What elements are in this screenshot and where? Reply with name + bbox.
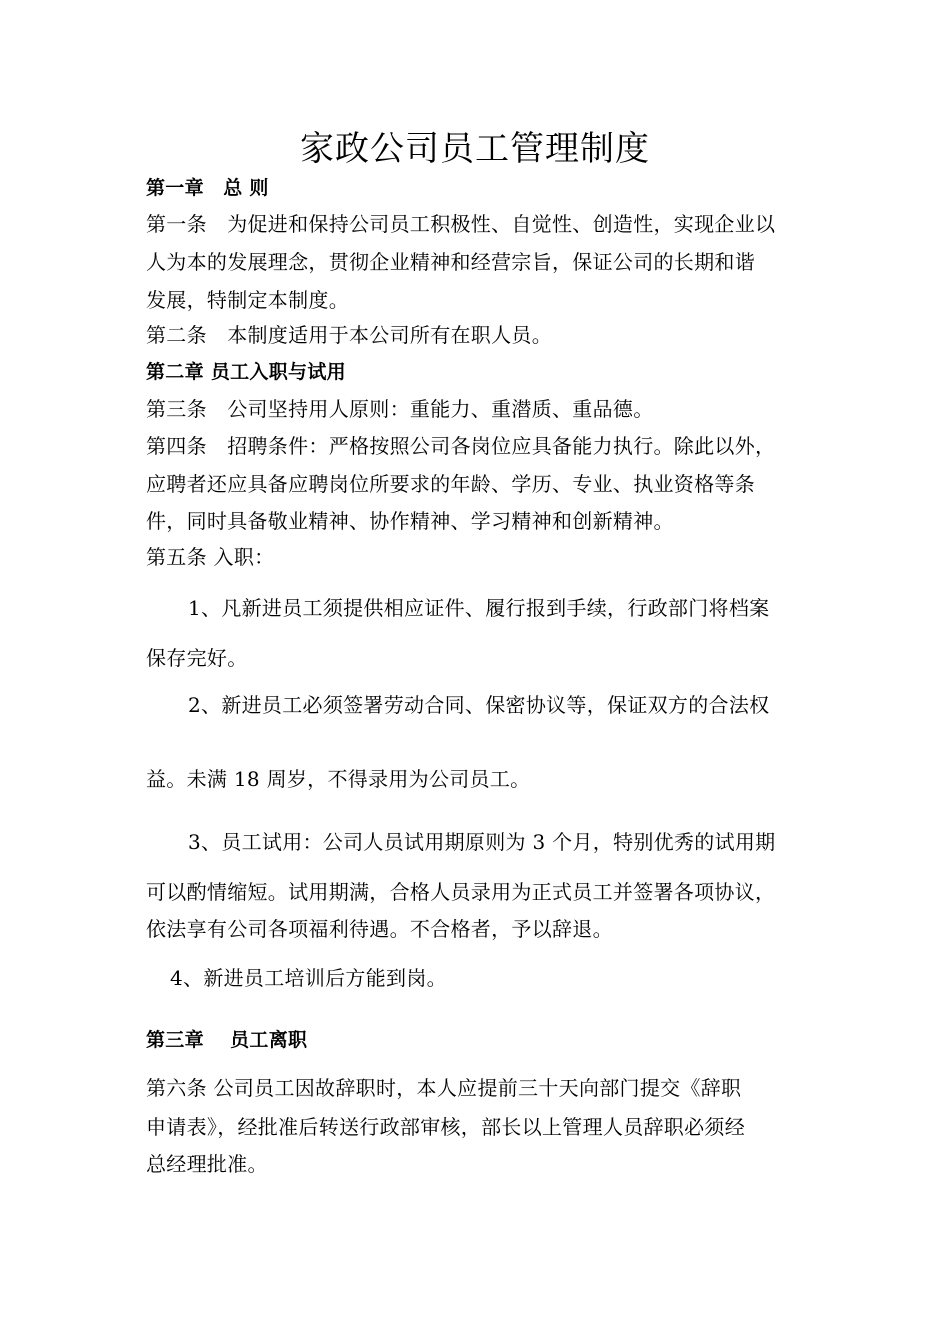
article-4-line-1: 第四条 招聘条件：严格按照公司各岗位应具备能力执行。除此以外， — [146, 434, 776, 458]
item-4: 4、新进员工培训后方能到岗。 — [170, 966, 447, 990]
article-6-line-1: 第六条 公司员工因故辞职时，本人应提前三十天向部门提交《辞职 — [146, 1076, 742, 1100]
chapter-3-heading: 第三章 员工离职 — [146, 1029, 308, 1051]
article-1-line-3: 发展，特制定本制度。 — [146, 288, 349, 312]
item-2-line-1: 2、新进员工必须签署劳动合同、保密协议等，保证双方的合法权 — [188, 693, 770, 717]
article-2: 第二条 本制度适用于本公司所有在职人员。 — [146, 323, 552, 347]
article-3: 第三条 公司坚持用人原则：重能力、重潜质、重品德。 — [146, 397, 654, 421]
item-3-line-3: 依法享有公司各项福利待遇。不合格者，予以辞退。 — [146, 917, 613, 941]
item-1-line-2: 保存完好。 — [146, 646, 248, 670]
article-6-line-2: 申请表》，经批准后转送行政部审核，部长以上管理人员辞职必须经 — [146, 1115, 745, 1139]
item-1-line-1: 1、凡新进员工须提供相应证件、履行报到手续，行政部门将档案 — [188, 596, 770, 620]
article-4-line-3: 件，同时具备敬业精神、协作精神、学习精神和创新精神。 — [146, 509, 674, 533]
article-6-line-3: 总经理批准。 — [146, 1152, 268, 1176]
article-1-line-2: 人为本的发展理念，贯彻企业精神和经营宗旨，保证公司的长期和谐 — [146, 250, 755, 274]
article-1-line-1: 第一条 为促进和保持公司员工积极性、自觉性、创造性，实现企业以 — [146, 212, 776, 236]
article-5: 第五条 入职： — [146, 545, 275, 569]
article-4-line-2: 应聘者还应具备应聘岗位所要求的年龄、学历、专业、执业资格等条 — [146, 472, 755, 496]
document-title: 家政公司员工管理制度 — [300, 129, 650, 169]
item-3-line-1: 3、员工试用：公司人员试用期原则为 3 个月，特别优秀的试用期 — [188, 830, 776, 854]
item-3-line-2: 可以酌情缩短。试用期满，合格人员录用为正式员工并签署各项协议， — [146, 880, 776, 904]
item-2-line-2: 益。未满 18 周岁，不得录用为公司员工。 — [146, 767, 531, 791]
chapter-1-heading: 第一章 总 则 — [146, 177, 269, 199]
chapter-2-heading: 第二章 员工入职与试用 — [146, 361, 346, 383]
